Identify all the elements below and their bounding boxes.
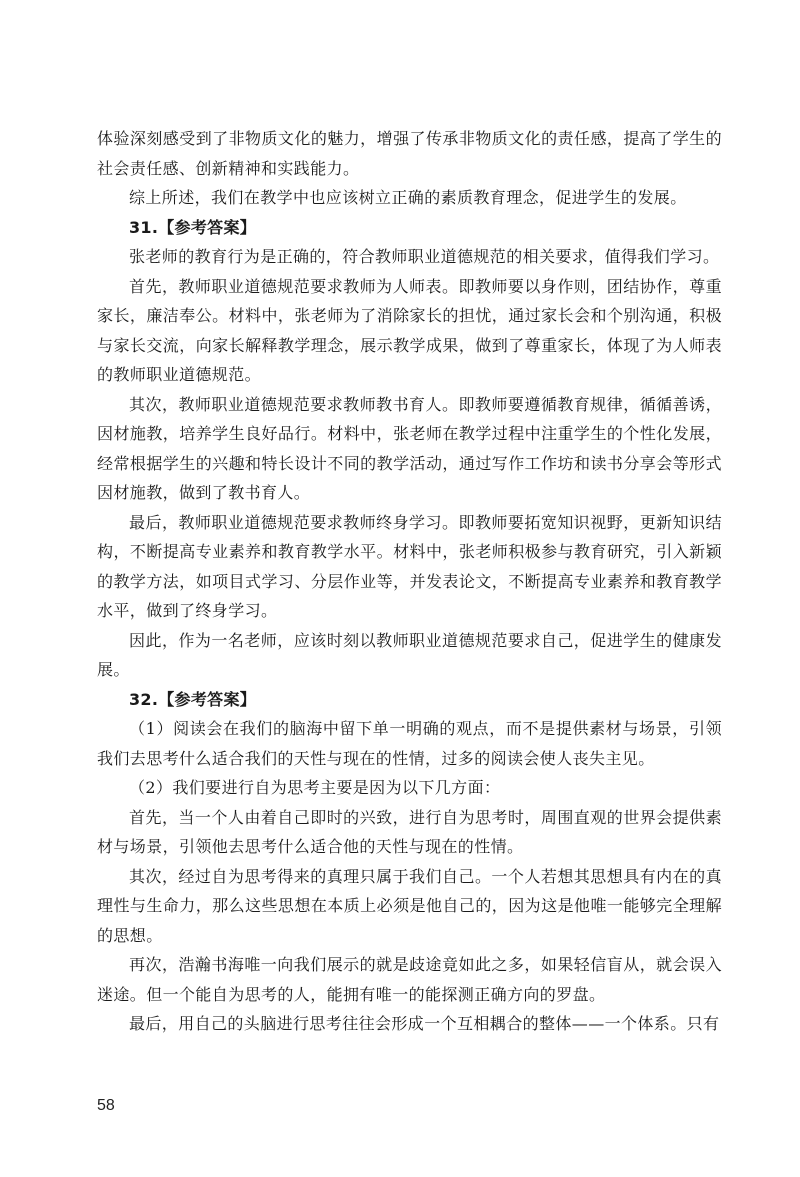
paragraph-31-intro: 张老师的教育行为是正确的，符合教师职业道德规范的相关要求，值得我们学习。	[129, 247, 720, 266]
paragraph-32-last: 最后，用自己的头脑进行思考往往会形成一个互相耦合的整体——一个体系。只有	[129, 1014, 720, 1033]
paragraph-continuation: 体验深刻感受到了非物质文化的魅力，增强了传承非物质文化的责任感，提高了学生的社会责任感、创新精神和实践能力。	[97, 129, 722, 178]
paragraph-32-part1: （1）阅读会在我们的脑海中留下单一明确的观点，而不是提供素材与场景，引领我们去思考什么适合我们的天性与现在的性情，过多的阅读会使人丧失主见。	[97, 719, 722, 768]
paragraph-31-conclusion: 因此，作为一名老师，应该时刻以教师职业道德规范要求自己，促进学生的健康发展。	[97, 630, 722, 679]
paragraph-31-second: 其次，教师职业道德规范要求教师教书育人。即教师要遵循教育规律，循循善诱，因材施教，培养学生良好品行。材料中，张老师在教学过程中注重学生的个性化发展，经常根据学生的兴趣和特长设计不同的教学活动，通过写作工作坊和读书分享会等形式因材施教，做到了教书育人。	[97, 394, 722, 502]
paragraph-32-part2: （2）我们要进行自为思考主要是因为以下几方面：	[129, 778, 501, 797]
paragraph-32-first: 首先，当一个人由着自己即时的兴致，进行自为思考时，周围直观的世界会提供素材与场景，引领他去思考什么适合他的天性与现在的性情。	[97, 807, 722, 856]
paragraph-summary: 综上所述，我们在教学中也应该树立正确的素质教育理念，促进学生的发展。	[129, 188, 687, 207]
paragraph-31-last: 最后，教师职业道德规范要求教师终身学习。即教师要拓宽知识视野，更新知识结构，不断提高专业素养和教育教学水平。材料中，张老师积极参与教育研究，引入新颖的教学方法，如项目式学习、分层作业等，并发表论文，不断提高专业素养和教育教学水平，做到了终身学习。	[97, 512, 722, 620]
paragraph-31-first: 首先，教师职业道德规范要求教师为人师表。即教师要以身作则，团结协作，尊重家长，廉洁奉公。材料中，张老师为了消除家长的担忧，通过家长会和个别沟通，积极与家长交流，向家长解释教学理念，展示教学成果，做到了尊重家长，体现了为人师表的教师职业道德规范。	[97, 276, 722, 384]
page-body	[97, 124, 722, 1039]
page-number: 58	[97, 1097, 115, 1114]
answer-heading-31: 31.【参考答案】	[129, 217, 257, 237]
answer-heading-32: 32.【参考答案】	[129, 689, 257, 709]
paragraph-32-third: 再次，浩瀚书海唯一向我们展示的就是歧途竟如此之多，如果轻信盲从，就会误入迷途。但一个能自为思考的人，能拥有唯一的能探测正确方向的罗盘。	[97, 955, 722, 1004]
paragraph-32-second: 其次，经过自为思考得来的真理只属于我们自己。一个人若想其思想具有内在的真理性与生命力，那么这些思想在本质上必须是他自己的，因为这是他唯一能够完全理解的思想。	[97, 866, 722, 945]
